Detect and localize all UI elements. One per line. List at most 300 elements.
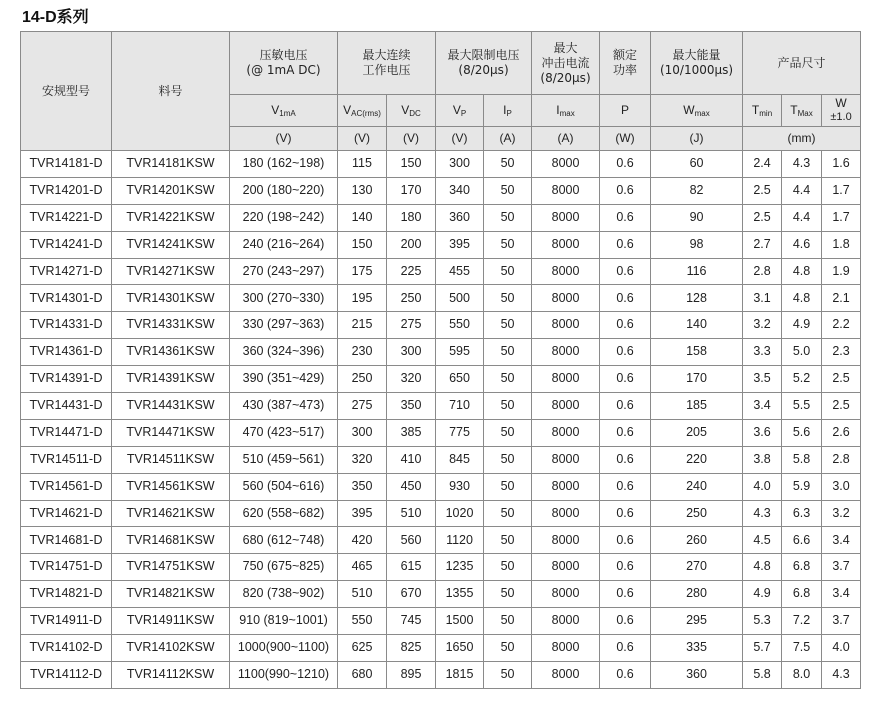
cell-width: 3.7: [822, 554, 861, 581]
cell-imax: 8000: [532, 608, 600, 635]
cell-vdc: 170: [387, 177, 436, 204]
symbol-vac: [338, 95, 387, 127]
cell-imax: 8000: [532, 393, 600, 420]
cell-energy: 185: [651, 393, 743, 420]
cell-varistor-voltage: 180 (162~198): [230, 151, 338, 178]
unit-cell: (V): [230, 127, 338, 151]
unit-cell: (A): [484, 127, 532, 151]
cell-ip: 50: [484, 527, 532, 554]
table-row: [21, 446, 861, 473]
cell-power: 0.6: [600, 635, 651, 662]
cell-vp: 300: [436, 151, 484, 178]
cell-tmin: 4.3: [743, 500, 782, 527]
table-row: [21, 285, 861, 312]
cell-tmax: 4.4: [782, 204, 822, 231]
table-row: [21, 527, 861, 554]
table-row: [21, 258, 861, 285]
cell-varistor-voltage: 560 (504~616): [230, 473, 338, 500]
cell-tmin: 4.0: [743, 473, 782, 500]
cell-vp: 1020: [436, 500, 484, 527]
cell-part-no: TVR14621KSW: [112, 500, 230, 527]
cell-energy: 280: [651, 581, 743, 608]
cell-vp: 595: [436, 339, 484, 366]
cell-varistor-voltage: 820 (738~902): [230, 581, 338, 608]
cell-vp: 550: [436, 312, 484, 339]
cell-imax: 8000: [532, 258, 600, 285]
header-rated-power: [600, 32, 651, 95]
cell-imax: 8000: [532, 500, 600, 527]
cell-tmin: 3.2: [743, 312, 782, 339]
cell-tmax: 5.6: [782, 419, 822, 446]
cell-part-no: TVR14181KSW: [112, 151, 230, 178]
cell-width: 4.0: [822, 635, 861, 662]
symbol-v1ma-sub: 1mA: [279, 108, 296, 118]
symbol-wmax-main: W: [683, 102, 695, 117]
cell-tmax: 5.8: [782, 446, 822, 473]
cell-varistor-voltage: 430 (387~473): [230, 393, 338, 420]
cell-ip: 50: [484, 419, 532, 446]
cell-imax: 8000: [532, 661, 600, 688]
cell-imax: 8000: [532, 554, 600, 581]
cell-width: 3.4: [822, 581, 861, 608]
header-varistor-voltage-cond: (@ 1mA DC): [246, 63, 321, 77]
cell-part-no: TVR14431KSW: [112, 393, 230, 420]
cell-tmin: 2.8: [743, 258, 782, 285]
table-row: [21, 635, 861, 662]
cell-vdc: 745: [387, 608, 436, 635]
header-varistor-voltage-label: 压敏电压: [259, 48, 308, 62]
cell-safety-model: TVR14221-D: [21, 204, 112, 231]
cell-energy: 240: [651, 473, 743, 500]
cell-power: 0.6: [600, 393, 651, 420]
cell-width: 1.8: [822, 231, 861, 258]
cell-imax: 8000: [532, 339, 600, 366]
header-max-cont-voltage-l2: 工作电压: [362, 63, 411, 77]
cell-power: 0.6: [600, 608, 651, 635]
symbol-wmax-sub: max: [694, 108, 710, 118]
symbol-wmax: [651, 95, 743, 127]
cell-vp: 340: [436, 177, 484, 204]
cell-safety-model: TVR14471-D: [21, 419, 112, 446]
cell-vac: 350: [338, 473, 387, 500]
cell-part-no: TVR14241KSW: [112, 231, 230, 258]
cell-width: 3.4: [822, 527, 861, 554]
header-max-surge-cond: (8/20μs): [540, 70, 591, 85]
header-dimensions: 产品尺寸: [743, 32, 861, 95]
table-row: [21, 393, 861, 420]
header-max-clamp-voltage-label: 最大限制电压: [447, 48, 520, 62]
cell-safety-model: TVR14911-D: [21, 608, 112, 635]
cell-varistor-voltage: 360 (324~396): [230, 339, 338, 366]
header-max-clamp-cond: (8/20μs): [458, 63, 509, 77]
cell-part-no: TVR14471KSW: [112, 419, 230, 446]
cell-safety-model: TVR14271-D: [21, 258, 112, 285]
symbol-ip-main: I: [503, 102, 507, 117]
cell-vdc: 320: [387, 366, 436, 393]
cell-vac: 550: [338, 608, 387, 635]
cell-power: 0.6: [600, 339, 651, 366]
cell-ip: 50: [484, 151, 532, 178]
cell-tmin: 4.9: [743, 581, 782, 608]
cell-width: 3.0: [822, 473, 861, 500]
header-rated-power-l2: 功率: [613, 63, 638, 77]
cell-tmin: 3.3: [743, 339, 782, 366]
symbol-v1ma-main: V: [271, 102, 280, 117]
cell-ip: 50: [484, 608, 532, 635]
cell-part-no: TVR14102KSW: [112, 635, 230, 662]
cell-ip: 50: [484, 473, 532, 500]
cell-safety-model: TVR14561-D: [21, 473, 112, 500]
cell-vac: 230: [338, 339, 387, 366]
cell-ip: 50: [484, 366, 532, 393]
cell-imax: 8000: [532, 231, 600, 258]
cell-energy: 140: [651, 312, 743, 339]
cell-power: 0.6: [600, 419, 651, 446]
cell-safety-model: TVR14241-D: [21, 231, 112, 258]
cell-tmax: 5.5: [782, 393, 822, 420]
cell-ip: 50: [484, 177, 532, 204]
header-max-energy-label: 最大能量: [672, 48, 721, 62]
cell-part-no: TVR14112KSW: [112, 661, 230, 688]
table-row: [21, 500, 861, 527]
cell-tmax: 8.0: [782, 661, 822, 688]
cell-ip: 50: [484, 554, 532, 581]
cell-energy: 116: [651, 258, 743, 285]
cell-energy: 170: [651, 366, 743, 393]
header-max-surge-l2: 冲击电流: [541, 55, 590, 70]
cell-vdc: 250: [387, 285, 436, 312]
table-row: [21, 312, 861, 339]
unit-cell: (A): [532, 127, 600, 151]
table-row: [21, 231, 861, 258]
symbol-vdc-main: V: [401, 102, 410, 117]
cell-energy: 205: [651, 419, 743, 446]
cell-tmax: 4.8: [782, 258, 822, 285]
cell-safety-model: TVR14181-D: [21, 151, 112, 178]
symbol-p-main: P: [621, 103, 630, 117]
cell-vac: 140: [338, 204, 387, 231]
cell-vdc: 410: [387, 446, 436, 473]
cell-part-no: TVR14221KSW: [112, 204, 230, 231]
cell-power: 0.6: [600, 366, 651, 393]
cell-part-no: TVR14301KSW: [112, 285, 230, 312]
symbol-ip-sub: P: [506, 108, 512, 118]
cell-vdc: 615: [387, 554, 436, 581]
cell-vac: 195: [338, 285, 387, 312]
cell-vac: 510: [338, 581, 387, 608]
header-max-cont-voltage: [338, 32, 436, 95]
header-rated-power-l1: 额定: [613, 48, 638, 62]
cell-width: 2.6: [822, 419, 861, 446]
unit-cell: (V): [436, 127, 484, 151]
cell-power: 0.6: [600, 500, 651, 527]
cell-energy: 360: [651, 661, 743, 688]
cell-part-no: TVR14361KSW: [112, 339, 230, 366]
cell-safety-model: TVR14391-D: [21, 366, 112, 393]
symbol-p: [600, 95, 651, 127]
cell-width: 1.6: [822, 151, 861, 178]
cell-tmax: 6.6: [782, 527, 822, 554]
cell-imax: 8000: [532, 177, 600, 204]
cell-part-no: TVR14751KSW: [112, 554, 230, 581]
cell-tmin: 2.5: [743, 177, 782, 204]
cell-vp: 1355: [436, 581, 484, 608]
cell-vac: 175: [338, 258, 387, 285]
cell-ip: 50: [484, 393, 532, 420]
cell-varistor-voltage: 240 (216~264): [230, 231, 338, 258]
cell-width: 2.1: [822, 285, 861, 312]
table-row: [21, 661, 861, 688]
cell-vp: 1235: [436, 554, 484, 581]
cell-width: 2.2: [822, 312, 861, 339]
symbol-w-main: W: [835, 96, 847, 111]
cell-ip: 50: [484, 500, 532, 527]
symbol-vac-main: V: [343, 102, 352, 117]
cell-part-no: TVR14201KSW: [112, 177, 230, 204]
symbol-w: [822, 95, 861, 127]
cell-ip: 50: [484, 231, 532, 258]
cell-varistor-voltage: 300 (270~330): [230, 285, 338, 312]
cell-power: 0.6: [600, 204, 651, 231]
header-max-surge-l1: 最大: [553, 40, 578, 55]
cell-width: 2.8: [822, 446, 861, 473]
cell-power: 0.6: [600, 446, 651, 473]
cell-vp: 1650: [436, 635, 484, 662]
cell-varistor-voltage: 750 (675~825): [230, 554, 338, 581]
symbol-vac-sub: AC(rms): [351, 108, 381, 118]
cell-power: 0.6: [600, 527, 651, 554]
symbol-tmax: [782, 95, 822, 127]
cell-varistor-voltage: 270 (243~297): [230, 258, 338, 285]
cell-safety-model: TVR14511-D: [21, 446, 112, 473]
cell-vp: 1500: [436, 608, 484, 635]
cell-vac: 115: [338, 151, 387, 178]
unit-cell: (mm): [743, 127, 861, 151]
cell-tmax: 5.0: [782, 339, 822, 366]
cell-ip: 50: [484, 339, 532, 366]
table-row: [21, 366, 861, 393]
cell-safety-model: TVR14301-D: [21, 285, 112, 312]
cell-vdc: 385: [387, 419, 436, 446]
cell-energy: 295: [651, 608, 743, 635]
table-body: [21, 151, 861, 689]
symbol-v1ma: [230, 95, 338, 127]
cell-safety-model: TVR14621-D: [21, 500, 112, 527]
cell-vdc: 150: [387, 151, 436, 178]
page-title: 14-D系列: [22, 9, 89, 26]
unit-cell: (V): [387, 127, 436, 151]
cell-tmin: 2.7: [743, 231, 782, 258]
cell-energy: 220: [651, 446, 743, 473]
cell-tmin: 4.8: [743, 554, 782, 581]
cell-vp: 455: [436, 258, 484, 285]
cell-vac: 215: [338, 312, 387, 339]
cell-safety-model: TVR14201-D: [21, 177, 112, 204]
symbol-vp: [436, 95, 484, 127]
cell-energy: 90: [651, 204, 743, 231]
cell-vdc: 510: [387, 500, 436, 527]
cell-width: 1.9: [822, 258, 861, 285]
cell-tmax: 6.8: [782, 554, 822, 581]
symbol-vdc: [387, 95, 436, 127]
cell-tmin: 2.5: [743, 204, 782, 231]
symbol-tmax-main: T: [790, 102, 798, 117]
cell-tmax: 7.5: [782, 635, 822, 662]
cell-varistor-voltage: 390 (351~429): [230, 366, 338, 393]
cell-tmax: 7.2: [782, 608, 822, 635]
unit-cell: (V): [338, 127, 387, 151]
cell-tmin: 3.5: [743, 366, 782, 393]
cell-energy: 60: [651, 151, 743, 178]
cell-vdc: 825: [387, 635, 436, 662]
symbol-vp-sub: P: [460, 108, 467, 118]
cell-vac: 320: [338, 446, 387, 473]
cell-ip: 50: [484, 661, 532, 688]
cell-tmin: 4.5: [743, 527, 782, 554]
header-max-energy-cond: (10/1000μs): [659, 63, 734, 77]
cell-power: 0.6: [600, 177, 651, 204]
cell-width: 1.7: [822, 204, 861, 231]
symbol-tmin: [743, 95, 782, 127]
cell-ip: 50: [484, 635, 532, 662]
symbol-vp-main: V: [452, 102, 461, 117]
cell-power: 0.6: [600, 473, 651, 500]
header-max-cont-voltage-l1: 最大连续: [362, 48, 411, 62]
cell-varistor-voltage: 1100(990~1210): [230, 661, 338, 688]
cell-energy: 98: [651, 231, 743, 258]
cell-power: 0.6: [600, 581, 651, 608]
cell-vp: 710: [436, 393, 484, 420]
cell-tmax: 4.6: [782, 231, 822, 258]
cell-varistor-voltage: 470 (423~517): [230, 419, 338, 446]
cell-ip: 50: [484, 285, 532, 312]
cell-vac: 395: [338, 500, 387, 527]
cell-tmin: 5.3: [743, 608, 782, 635]
cell-tmax: 5.2: [782, 366, 822, 393]
symbol-imax: [532, 95, 600, 127]
cell-vac: 150: [338, 231, 387, 258]
cell-safety-model: TVR14361-D: [21, 339, 112, 366]
cell-tmin: 3.1: [743, 285, 782, 312]
symbol-tmin-main: T: [751, 102, 760, 117]
cell-imax: 8000: [532, 312, 600, 339]
cell-energy: 250: [651, 500, 743, 527]
cell-vac: 465: [338, 554, 387, 581]
cell-imax: 8000: [532, 419, 600, 446]
cell-imax: 8000: [532, 366, 600, 393]
cell-imax: 8000: [532, 527, 600, 554]
cell-tmin: 2.4: [743, 151, 782, 178]
cell-tmin: 3.6: [743, 419, 782, 446]
header-part-no: 料号: [112, 32, 230, 151]
cell-vac: 420: [338, 527, 387, 554]
cell-varistor-voltage: 620 (558~682): [230, 500, 338, 527]
cell-vdc: 275: [387, 312, 436, 339]
header-safety-model: 安规型号: [21, 32, 112, 151]
cell-tmax: 4.4: [782, 177, 822, 204]
cell-tmax: 4.9: [782, 312, 822, 339]
cell-varistor-voltage: 510 (459~561): [230, 446, 338, 473]
symbol-tmin-sub: min: [759, 108, 773, 118]
cell-power: 0.6: [600, 312, 651, 339]
cell-ip: 50: [484, 204, 532, 231]
cell-vp: 775: [436, 419, 484, 446]
table-row: [21, 177, 861, 204]
cell-ip: 50: [484, 581, 532, 608]
table-row: [21, 608, 861, 635]
cell-energy: 82: [651, 177, 743, 204]
cell-part-no: TVR14821KSW: [112, 581, 230, 608]
cell-vac: 130: [338, 177, 387, 204]
header-max-clamp-voltage: [436, 32, 532, 95]
cell-safety-model: TVR14431-D: [21, 393, 112, 420]
unit-cell: (W): [600, 127, 651, 151]
cell-vdc: 300: [387, 339, 436, 366]
cell-energy: 128: [651, 285, 743, 312]
cell-imax: 8000: [532, 581, 600, 608]
cell-width: 2.5: [822, 393, 861, 420]
cell-tmax: 4.3: [782, 151, 822, 178]
cell-ip: 50: [484, 312, 532, 339]
cell-safety-model: TVR14102-D: [21, 635, 112, 662]
cell-safety-model: TVR14751-D: [21, 554, 112, 581]
cell-width: 2.3: [822, 339, 861, 366]
cell-width: 2.5: [822, 366, 861, 393]
cell-tmin: 3.8: [743, 446, 782, 473]
symbol-ip: [484, 95, 532, 127]
table-row: [21, 419, 861, 446]
cell-vac: 250: [338, 366, 387, 393]
header-max-surge: [532, 32, 600, 95]
cell-vdc: 450: [387, 473, 436, 500]
cell-tmin: 5.8: [743, 661, 782, 688]
cell-vac: 300: [338, 419, 387, 446]
cell-power: 0.6: [600, 231, 651, 258]
cell-vp: 845: [436, 446, 484, 473]
symbol-imax-main: I: [556, 102, 560, 117]
cell-imax: 8000: [532, 635, 600, 662]
cell-varistor-voltage: 330 (297~363): [230, 312, 338, 339]
header-varistor-voltage: [230, 32, 338, 95]
cell-part-no: TVR14681KSW: [112, 527, 230, 554]
cell-varistor-voltage: 220 (198~242): [230, 204, 338, 231]
table-row: [21, 581, 861, 608]
cell-vdc: 560: [387, 527, 436, 554]
cell-vp: 395: [436, 231, 484, 258]
header-max-energy: [651, 32, 743, 95]
cell-power: 0.6: [600, 151, 651, 178]
symbol-vdc-sub: DC: [409, 108, 421, 118]
cell-part-no: TVR14271KSW: [112, 258, 230, 285]
cell-vdc: 895: [387, 661, 436, 688]
cell-imax: 8000: [532, 446, 600, 473]
cell-part-no: TVR14511KSW: [112, 446, 230, 473]
cell-vdc: 200: [387, 231, 436, 258]
cell-width: 1.7: [822, 177, 861, 204]
cell-part-no: TVR14561KSW: [112, 473, 230, 500]
table-row: [21, 554, 861, 581]
cell-part-no: TVR14391KSW: [112, 366, 230, 393]
cell-imax: 8000: [532, 204, 600, 231]
table-row: [21, 151, 861, 178]
cell-width: 4.3: [822, 661, 861, 688]
cell-imax: 8000: [532, 151, 600, 178]
unit-cell: (J): [651, 127, 743, 151]
cell-vdc: 670: [387, 581, 436, 608]
cell-power: 0.6: [600, 554, 651, 581]
cell-ip: 50: [484, 258, 532, 285]
cell-varistor-voltage: 910 (819~1001): [230, 608, 338, 635]
